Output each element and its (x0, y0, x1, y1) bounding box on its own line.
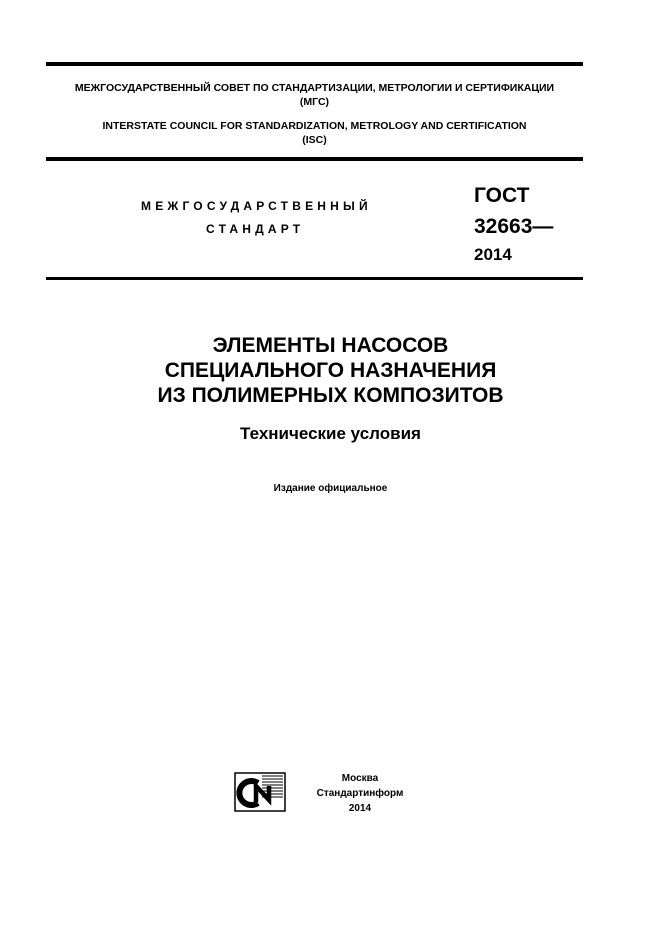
title-line-2: СПЕЦИАЛЬНОГО НАЗНАЧЕНИЯ (164, 359, 497, 382)
top-rule (46, 62, 583, 66)
document-subtitle: Технические условия (240, 424, 421, 443)
title-line-3: ИЗ ПОЛИМЕРНЫХ КОМПОЗИТОВ (157, 384, 504, 407)
council-en-abbr: (ISC) (302, 134, 327, 146)
publisher-block (300, 771, 420, 816)
publisher-name: Стандартинформ (316, 788, 404, 799)
council-en (46, 119, 583, 147)
council-ru (46, 81, 583, 109)
document-title (0, 333, 661, 408)
gost-year: 2014 (474, 245, 512, 264)
council-ru-abbr: (МГС) (299, 96, 330, 108)
gost-designation (474, 180, 553, 266)
publisher-city: Москва (341, 773, 379, 784)
header-rule (46, 157, 583, 161)
title-line-1: ЭЛЕМЕНТЫ НАСОСОВ (212, 334, 449, 357)
council-en-name: INTERSTATE COUNCIL FOR STANDARDIZATION, METROLOGY AND CERTIFICATION (102, 120, 527, 132)
publisher-year: 2014 (348, 803, 372, 814)
council-ru-name: МЕЖГОСУДАРСТВЕННЫЙ СОВЕТ ПО СТАНДАРТИЗАЦИИ, МЕТРОЛОГИИ И СЕРТИФИКАЦИИ (74, 82, 555, 94)
gost-label: ГОСТ (474, 184, 530, 207)
standartinform-logo (234, 772, 286, 812)
gost-number: 32663— (474, 215, 554, 238)
standard-type-line2: СТАНДАРТ (206, 222, 305, 236)
standard-type-line1: МЕЖГОСУДАРСТВЕННЫЙ (141, 199, 372, 213)
standard-rule (46, 277, 583, 280)
edition-label: Издание официальное (273, 483, 388, 494)
